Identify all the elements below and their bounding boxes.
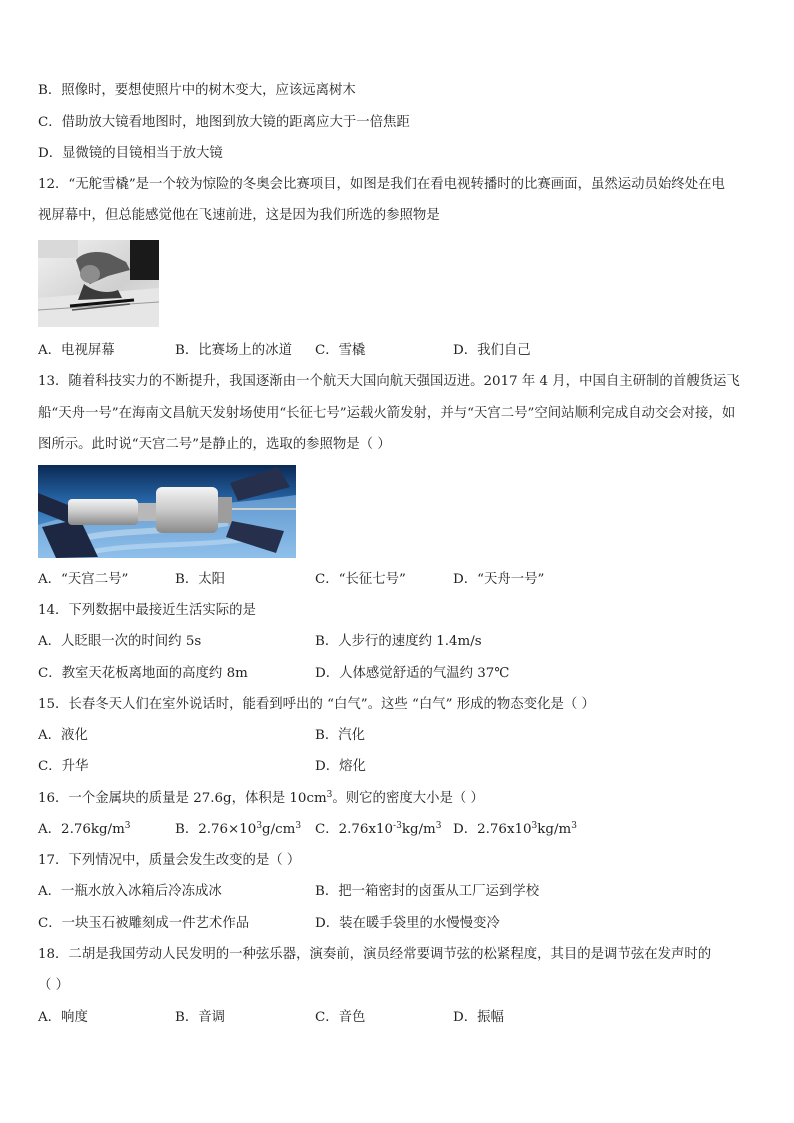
space-station-docking-photo <box>38 465 296 558</box>
q13-option-b: B．太阳 <box>175 572 226 587</box>
q17-option-c: C．一块玉石被雕刻成一件艺术作品 <box>38 916 250 931</box>
q13-option-c: C．“长征七号” <box>315 572 406 587</box>
q16-stem-text: 16．一个金属块的质量是 27.6g，体积是 10cm <box>38 791 327 806</box>
q18-option-c: C．音色 <box>315 1010 366 1025</box>
q17-option-b: B．把一箱密封的卤蛋从工厂运到学校 <box>315 884 540 899</box>
q16-option-c-unit: kg/m <box>401 822 436 837</box>
q17-option-d: D．装在暖手袋里的水慢慢变冷 <box>315 916 500 931</box>
q15-option-c: C．升华 <box>38 759 89 774</box>
q16-option-a-text: A．2.76kg/m <box>38 822 125 837</box>
q16-option-d-text: D．2.76x10 <box>453 822 532 837</box>
q18-option-d: D．振幅 <box>453 1010 504 1025</box>
q17-option-a: A．一瓶水放入冰箱后冷冻成冰 <box>38 884 222 899</box>
q12-stem-line1: 12．“无舵雪橇”是一个较为惊险的冬奥会比赛项目，如图是我们在看电视转播时的比赛画面，虽然运动员始终处在电 <box>38 177 725 192</box>
q13-option-d: D．“天舟一号” <box>453 572 545 587</box>
q16-option-c-unit-sup: 3 <box>435 821 442 831</box>
q16-option-b <box>175 820 301 840</box>
q16-option-a-sup: 3 <box>124 821 131 831</box>
skeleton-sled-photo <box>38 240 159 327</box>
q16-option-a <box>38 820 131 840</box>
q16-stem-superscript: 3 <box>326 790 333 800</box>
q15-stem: 15．长春冬天人们在室外说话时，能看到呼出的 “白气”。这些 “白气” 形成的物态变化是（ ） <box>38 697 595 712</box>
q12-stem-line2: 视屏幕中，但总能感觉他在飞速前进，这是因为我们所选的参照物是 <box>38 208 440 223</box>
q11-option-b: B．照像时，要想使照片中的树木变大，应该远离树木 <box>38 83 356 98</box>
q16-option-d <box>453 820 577 840</box>
q16-option-c-text: C．2.76x10 <box>315 822 394 837</box>
q16-option-d-unit: kg/m <box>537 822 572 837</box>
q16-option-d-exp: 3 <box>531 821 538 831</box>
q18-option-b: B．音调 <box>175 1010 226 1025</box>
q15-option-a: A．液化 <box>38 728 88 743</box>
q13-stem-line2: 船“天舟一号”在海南文昌航天发射场使用“长征七号”运载火箭发射，并与“天宫二号”空间站顺利完成自动交会对接，如 <box>38 406 736 421</box>
q14-option-b: B．人步行的速度约 1.4m/s <box>315 634 482 649</box>
q12-option-c: C．雪橇 <box>315 343 366 358</box>
q16-option-c-exp: -3 <box>393 821 402 831</box>
q14-stem: 14．下列数据中最接近生活实际的是 <box>38 603 256 618</box>
q16-option-c <box>315 820 441 840</box>
q16-option-b-exp: 3 <box>256 821 263 831</box>
q11-option-d: D．显微镜的目镜相当于放大镜 <box>38 146 223 161</box>
q13-stem-line3: 图所示。此时说“天宫二号”是静止的，选取的参照物是（ ） <box>38 437 391 452</box>
q18-option-a: A．响度 <box>38 1010 88 1025</box>
q12-option-a: A．电视屏幕 <box>38 343 115 358</box>
q16-option-b-text: B．2.76×10 <box>175 822 257 837</box>
q18-stem-line1: 18．二胡是我国劳动人民发明的一种弦乐器，演奏前，演员经常要调节弦的松紧程度，其目的是调节弦在发声时的 <box>38 947 712 962</box>
q16-stem-tail: 。则它的密度大小是（ ） <box>332 791 484 806</box>
q13-option-a: A．“天宫二号” <box>38 572 129 587</box>
q14-option-a: A．人眨眼一次的时间约 5s <box>38 634 202 649</box>
q16-option-d-unit-sup: 3 <box>571 821 577 831</box>
q15-option-d: D．熔化 <box>315 759 366 774</box>
q17-stem: 17．下列情况中，质量会发生改变的是（ ） <box>38 853 301 868</box>
q16-stem <box>38 789 484 809</box>
q16-option-b-unit: g/cm <box>262 822 296 837</box>
q16-option-b-unit-sup: 3 <box>295 821 302 831</box>
q12-option-d: D．我们自己 <box>453 343 531 358</box>
q15-option-b: B．汽化 <box>315 728 366 743</box>
q18-stem-line2: （ ） <box>38 978 70 993</box>
q14-option-d: D．人体感觉舒适的气温约 37℃ <box>315 666 510 681</box>
q11-option-c: C．借助放大镜看地图时，地图到放大镜的距离应大于一倍焦距 <box>38 115 410 130</box>
q14-option-c: C．教室天花板离地面的高度约 8m <box>38 666 248 681</box>
q13-stem-line1: 13．随着科技实力的不断提升，我国逐渐由一个航天大国向航天强国迈进。2017 年 4 月，中国自主研制的首艘货运飞 <box>38 374 740 389</box>
q12-option-b: B．比赛场上的冰道 <box>175 343 292 358</box>
